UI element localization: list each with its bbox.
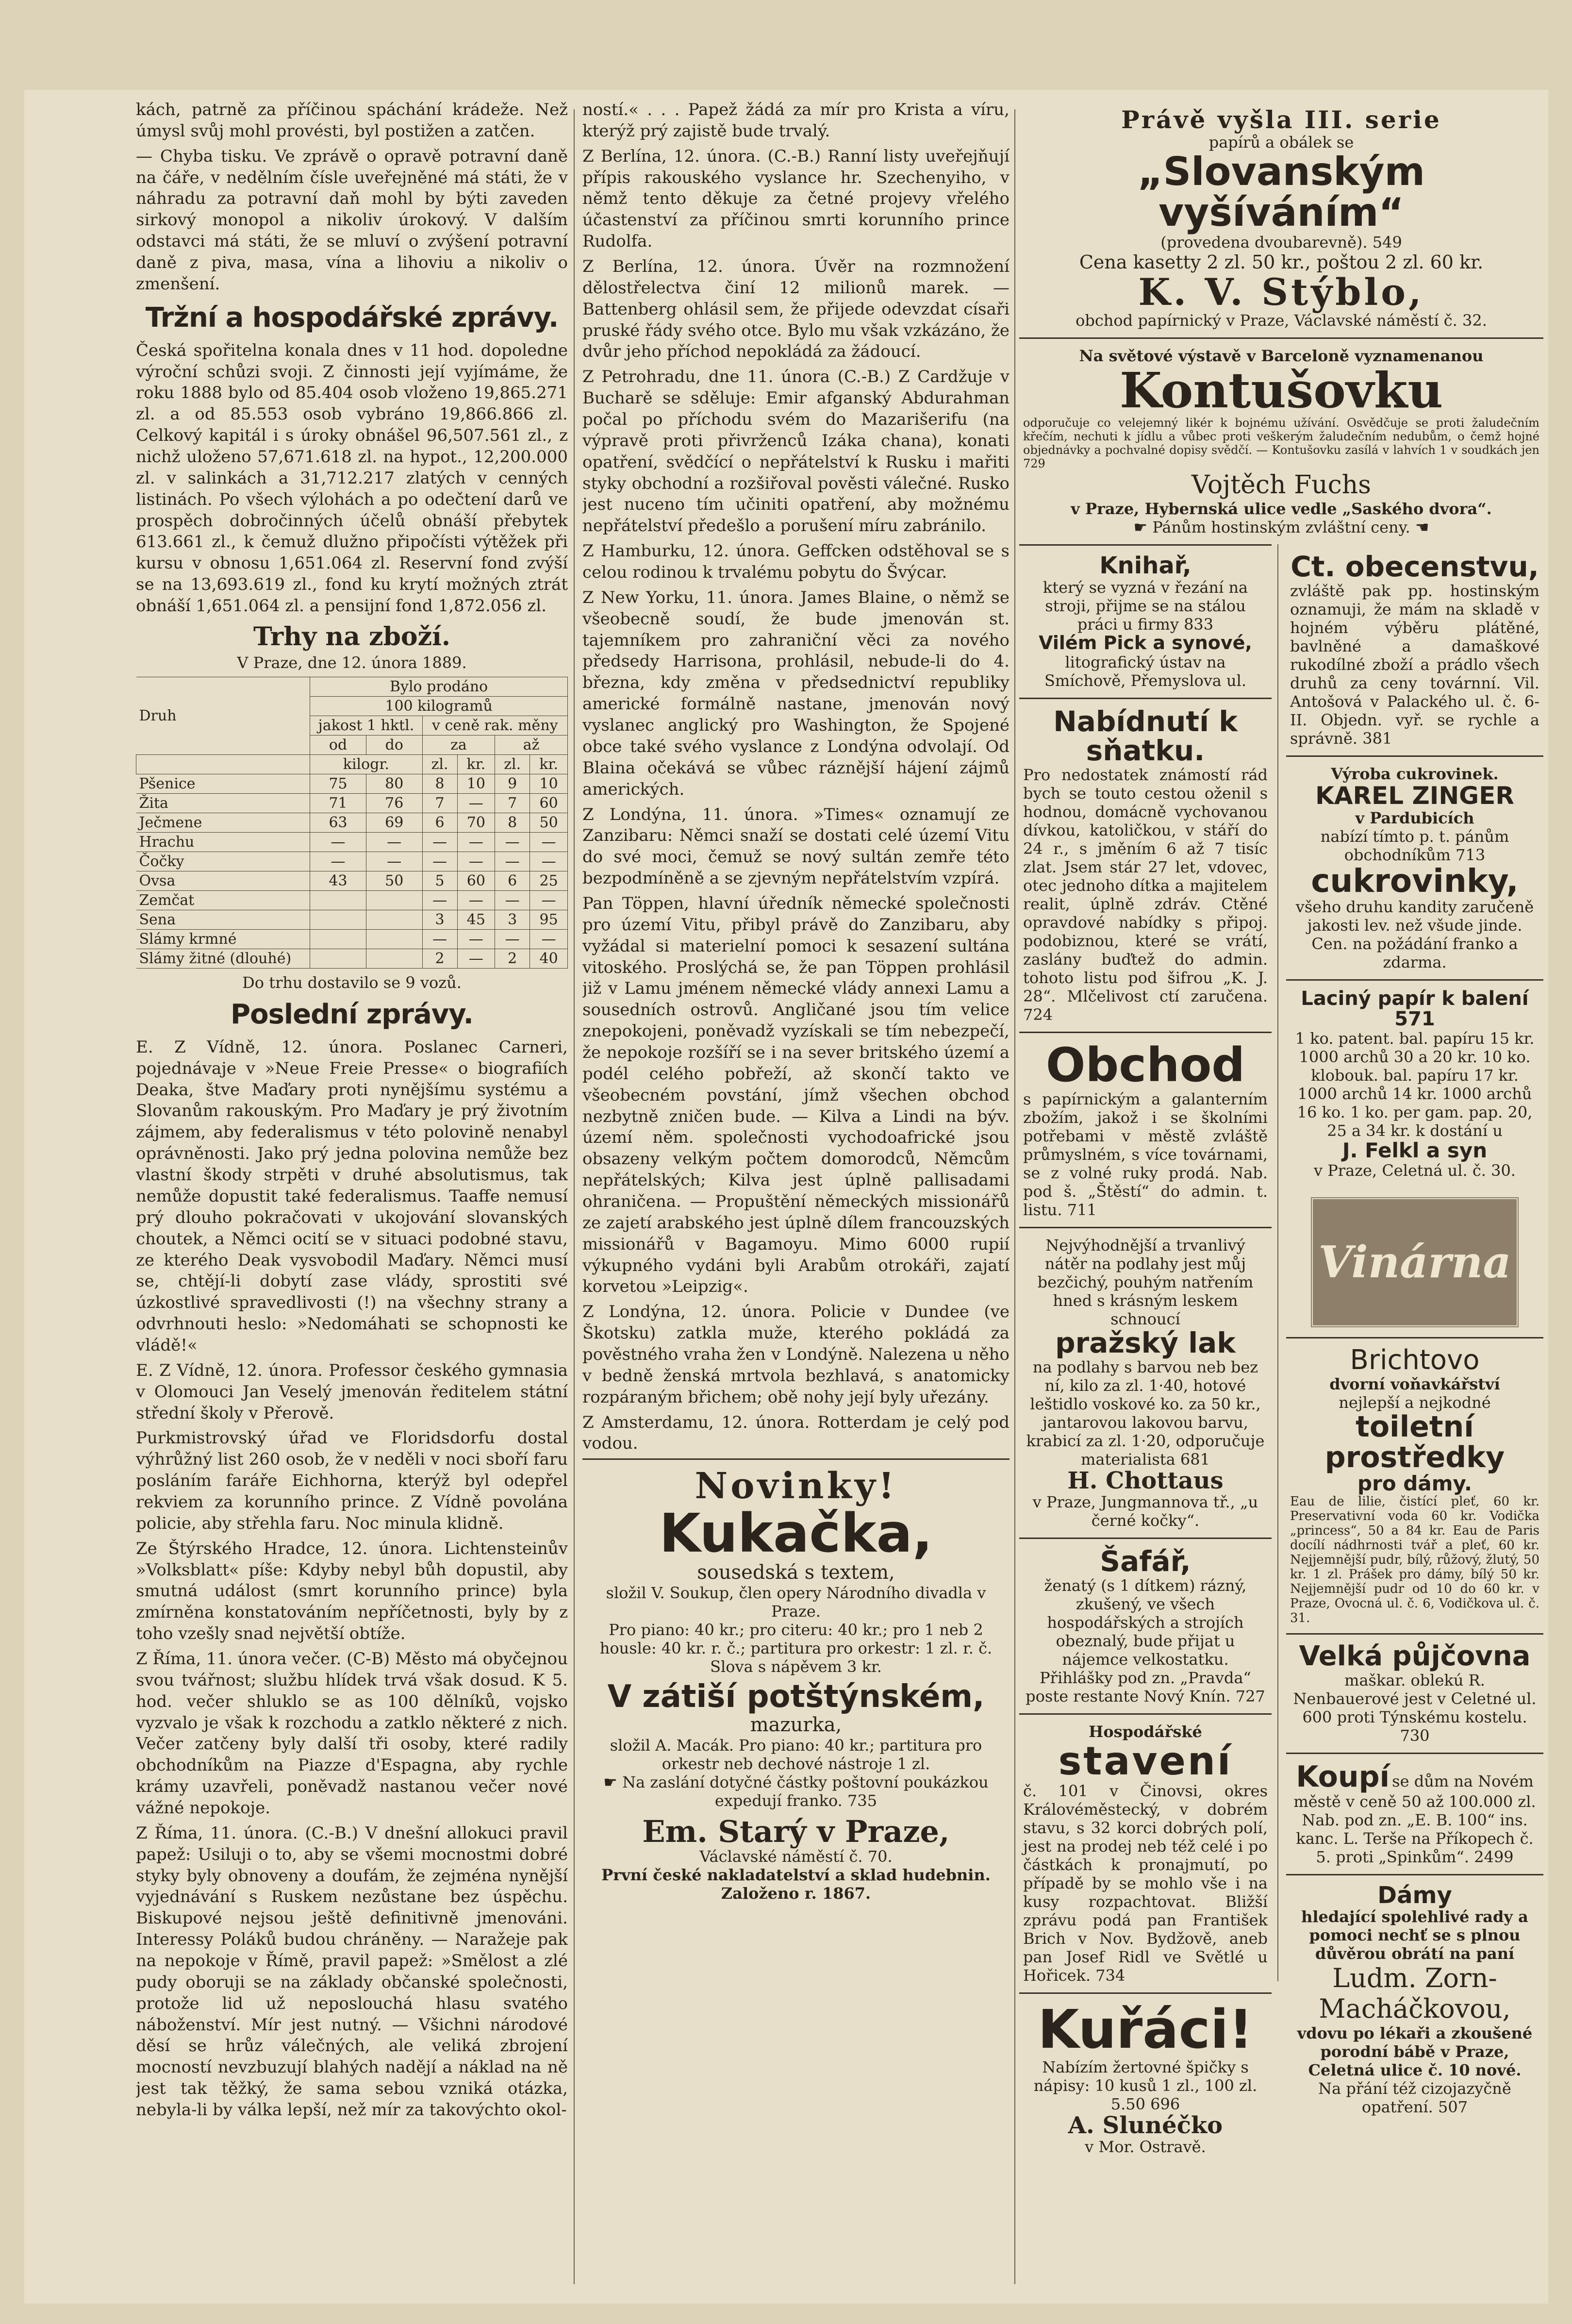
table-header: zl. xyxy=(422,754,457,774)
small-ads-right xyxy=(1286,544,1543,2124)
table-cell: — xyxy=(495,929,530,949)
table-cell: 2 xyxy=(495,949,530,968)
classified-ad xyxy=(1019,1538,1272,1713)
table-header: Bylo prodáno xyxy=(310,677,568,696)
article-text: Z Amsterdamu, 12. února. Rotterdam je celý pod vodou. xyxy=(582,1412,1009,1454)
table-cell: — xyxy=(366,852,422,871)
ad-title: stavení xyxy=(1058,1739,1233,1784)
section-heading: Tržní a hospodářské zprávy. xyxy=(145,301,559,334)
classified-ad xyxy=(1019,544,1272,697)
ad-text: složil A. Macák. Pro piano: 40 kr.; partitura pro orkestr neb dechové nástroje 1 zl. xyxy=(610,1736,982,1773)
ad-title: Nabídnutí k sňatku. xyxy=(1053,704,1238,768)
table-cell: — xyxy=(457,890,495,910)
ad-note: Na zaslání dotyčné částky poštovní poukázkou expedují franko. 735 xyxy=(622,1772,989,1810)
ad-subtitle: pro dámy. xyxy=(1357,1471,1472,1495)
article-text: E. Z Vídně, 12. února. Poslanec Carneri, pojednávaje v »Neue Freie Presse« o biografiích Deaka, štve Maďary proti nynějšímu systému a Slovanům rakouským. Pro Maďary je prý životním zájmem, aby federalismus v této polovině nenabyl oprávněnosti. Jako prý jedna polovina nemůže bez vlastní škody strpěti v druhé absolutismus, tak nemůže dopustit také federalismus. Taaffe nemusí prý dlouho pokračovati v ukojování slovanských choutek, a Němci ocití se v situaci podobné stavu, ze kterého Deak vysvobodil Maďary. Němci musí se, chtějí-li dobytí zase vlády, sprostiti své úzkostlivé spravedlivosti (!) na všechny strany a odvrhnouti heslo: »Nedomáhati se schopnosti ke vládě!« xyxy=(136,1037,568,1355)
ad-text: vdovu po lékaři a zkoušené porodní bábě v Praze, Celetná ulice č. 10 nové. xyxy=(1297,2024,1533,2080)
table-cell xyxy=(366,949,422,968)
ad-text: složil V. Soukup, člen opery Národního divadla v Praze. xyxy=(606,1584,986,1621)
table-cell: 10 xyxy=(530,774,568,793)
ad-title: Obchod xyxy=(1045,1038,1245,1093)
article-text: E. Z Vídně, 12. února. Professor českého gymnasia v Olomouci Jan Veselý jmenován ředitelem státní střední školy v Přerově. xyxy=(136,1360,568,1423)
ad-title: pražský lak xyxy=(1055,1326,1236,1360)
stamp-text: Vinárna xyxy=(1318,1237,1511,1288)
table-row xyxy=(136,890,568,910)
ad-text: litografický ústav na Smíchově, Přemyslova ul. xyxy=(1044,652,1247,690)
table-cell: 10 xyxy=(457,774,495,793)
ad-text: Hospodářské xyxy=(1089,1722,1202,1741)
table-row xyxy=(136,929,568,949)
pointing-hand-icon: ☚ xyxy=(1415,518,1429,537)
table-cell: Pšenice xyxy=(136,774,310,793)
classified-ad xyxy=(1019,1992,1272,2164)
table-cell: 40 xyxy=(530,949,568,968)
ad-title: Velká půjčovna xyxy=(1299,1640,1531,1672)
table-header: až xyxy=(495,735,568,754)
table-cell: — xyxy=(530,852,568,871)
pointing-hand-icon: ☛ xyxy=(1133,518,1148,537)
classified-ad xyxy=(1286,1633,1543,1753)
table-header: kr. xyxy=(457,754,495,774)
table-cell: — xyxy=(457,949,495,968)
vinarna-stamp xyxy=(1310,1196,1520,1328)
column-1 xyxy=(136,100,568,2294)
ad-text: nejlepší a nejkodné xyxy=(1339,1393,1491,1412)
ad-text xyxy=(586,1773,1006,1810)
article-text: Pan Töppen, hlavní úředník německé společnosti pro území Vitu, přibyl právě do Zanzibaru, aby vyžádal si materielní pomoci k sesazení sultána vitoského. Proslýchá se, že pan Töppen prohlásil již v Lamu jménem německé vlády annexi Lamu a sousedních ostrovů. Angličané jsou tím velice znepokojeni, poněvadž vyzískali se tím nebezpečí, že nepokoje rozšíří se i na sever britského území a podél celého pobřeží, až skončí takto ve všeobecném povstání, jímž všechen obchod nezbytně zničen bude. — Kilva a Lindi na býv. území něm. společnosti vychodoafrické jsou obsazeny velkým počtem domorodců, Němcům nepřátelských; Kilva jest úplně pallisadami ohraničena. — Propuštění německých missionářů ze zajetí arabského jest úplně dílem francouzských missionářů v Bagamoyu. Mimo 6000 rupií výkupného vydáni byli Arabům otrokáři, zajatí korvetou »Leipzig«. xyxy=(582,893,1009,1297)
table-header: 100 kilogramů xyxy=(310,696,568,716)
table-cell: — xyxy=(495,832,530,852)
ad-text: v Pardubicích xyxy=(1355,808,1474,827)
ad-text: odporučuje co velejemný likér k bojnému užívání. Osvědčuje se proti žaludečním křečím, nechuti k jídlu a vůbec proti veškerým žaludečním nedubům, o čemž hojné objednávky a pochvalné dopisy svědčí. — Kontušovku zasílá v lahvích 1 v soudkách jen 729 xyxy=(1023,416,1539,471)
article-text: Z Londýna, 12. února. Policie v Dundee (ve Škotsku) zatkla muže, kterého pokládá za pověstného vraha žen v Londýně. Nalezena u něho v bedně ženská mrtvola bezhlavá, s anatomicky rozpáraným břichem; obě nohy její byly uřezány. xyxy=(582,1302,1009,1407)
ad-title: cukrovinky, xyxy=(1311,862,1519,900)
dateline: V Praze, dne 12. února 1889. xyxy=(237,653,467,672)
table-row xyxy=(136,949,568,968)
classified-ad xyxy=(1019,1032,1272,1227)
ad-text: Nabízím žertovné špičky s nápisy: 10 kusů 1 zl., 100 zl. 5.50 696 xyxy=(1033,2057,1258,2113)
ad-text: Václavské náměstí č. 70. xyxy=(699,1847,893,1866)
article-text: ností.« . . . Papež žádá za mír pro Krista a víru, kterýž prý zajistě bude trvalý. xyxy=(582,100,1009,141)
article-text: Z New Yorku, 11. února. James Blaine, o němž se všeobecně soudí, že bude jmenován st. tajemníkem pro zahraniční věci za nového předsedy Harrisona, prohlásil, nebude-li do 4. března, kdy změna v předsednictví republiky americké formálně nastane, jmenován nový vyslanec anglický pro Washington, že Spojené obce také svého vyslance z Londýna odvolají. Od Blaina očekává se vůbec ráznější hájení zájmů amerických. xyxy=(582,587,1009,799)
table-header: jakost 1 hktl. xyxy=(310,716,422,735)
table-cell: Slámy krmné xyxy=(136,929,310,949)
ad-title: Kontušovku xyxy=(1119,362,1443,419)
ad-text: který se vyzná v řezání na stroji, přijme se na stálou práci u firmy 833 xyxy=(1042,578,1248,634)
ad-title: Dámy xyxy=(1377,1881,1452,1909)
table-cell: — xyxy=(457,793,495,813)
table-cell: 2 xyxy=(422,949,457,968)
article-text: Z Berlína, 12. února. Úvěr na rozmnožení dělostřelectva činí 12 milionů marek. — Battenberg ohlásil sem, že přijede odevzdat císaři pruské řády svého otce. Bylo mu však vzkázáno, že dvůr jeho příchod nepokládá za žádoucí. xyxy=(582,257,1009,362)
ad-title: Kukačka, xyxy=(659,1502,933,1564)
table-cell xyxy=(310,929,366,949)
ad-title: toiletní prostředky xyxy=(1324,1409,1505,1474)
ad-name: H. Chottaus xyxy=(1067,1467,1224,1495)
article-text: Ze Štýrského Hradce, 12. února. Lichtensteinův »Volksblatt« píše: Kdyby nebyl bůh dopustil, aby smutná událost (smrt korunního prince) byla zmírněna konstatováním nepříčetnosti, byly by z toho vzešly snad největší obtíže. xyxy=(136,1538,568,1644)
ad-text: Výroba cukrovinek. xyxy=(1331,765,1499,784)
ad-text: v Praze, Hybernská ulice vedle „Saského dvora“. xyxy=(1071,500,1492,518)
ad-title: Kuřáci! xyxy=(1038,1998,1253,2061)
table-cell xyxy=(310,910,366,929)
table-cell: — xyxy=(310,832,366,852)
classified-ad xyxy=(1019,1713,1272,1992)
ad-name: Vilém Pick a synové, xyxy=(1039,632,1252,653)
table-row xyxy=(136,793,568,813)
article-text: Česká spořitelna konala dnes v 11 hod. dopoledne výroční schůzi svoji. Z činnosti její vyjímáme, že roku 1888 bylo od 85.404 osob vloženo 19,865.271 zl. a od 85.553 osob vybráno 19,866.866 zl. Celkový kapitál i s úroky obnášel 96,507.561 zl., z nichž uloženo 57,671.618 zl. na hypot., 12,200.000 zl. v salinkách a 31,712.217 zlatých v cenných listinách. Po všech výlohách a po odečtení darů ve prospěch dobročinných účelů obnáší přebytek 613.661 zl., k čemuž dlužno připočísti výtěžek při kursu v obnosu 1,651.064 zl. Reservní fond zvýší se na 13,693.619 zl., fond ku krytí možných ztrát obnáší 1,651.064 zl. a pensijní fond 1,872.056 zl. xyxy=(136,340,568,616)
ad-title: K. V. Stýblo, xyxy=(1138,270,1424,314)
section-heading: Trhy na zboží. xyxy=(253,621,450,652)
ad-note: Pánům hostinským zvláštní ceny. xyxy=(1152,518,1410,537)
article-text: Z Říma, 11. února. (C.-B.) V dnešní allokuci pravil papež: Usiluji o to, aby se všemi mocnostmi dobré styky byly obnoveny a doufám, že zejména nynější vyjednávání s Ruskem nezůstane bez úspěchu. Biskupové nejsou ještě definitivně jmenováni. Interessy Poláků budou chráněny. — Naražeje pak na nepokoje v Římě, pravil papež: »Smělost a zlé pudy oboruji se na základy občanské společnosti, protože lid už neposlouchá hlasu svatého náboženství. Mír jest nutný. — Všichni národové děsí se hrůz válečných, ale veliká zbrojení mocností nevzbuzují blahých nadějí a náklad na ně jest tak těžký, že sama sebou vzniká otázka, nebyla-li by válka lepší, než mír za takovýchto okol- xyxy=(136,1823,568,2120)
table-cell: 80 xyxy=(366,774,422,793)
ad-text: hledající spolehlivé rady a pomoci nechť se s plnou důvěrou obrátí na paní xyxy=(1301,1907,1528,1963)
table-cell: — xyxy=(310,852,366,871)
article-text: kách, patrně za příčinou spáchání krádeže. Než úmysl svůj mohl provésti, byl postižen a zatčen. xyxy=(136,100,568,141)
ad-name: J. Felkl a syn xyxy=(1342,1138,1488,1162)
table-cell: 95 xyxy=(530,910,568,929)
ad-text: (provedena dvoubarevně). 549 xyxy=(1160,233,1402,251)
table-header: Druh xyxy=(136,677,310,754)
table-cell: — xyxy=(457,832,495,852)
ad-text: Pro piano: 40 kr.; pro citeru: 40 kr.; pro 1 neb 2 housle: 40 kr. r. č.; partitura pro orkestr: 1 zl. r. č. Slova s nápěvem 3 kr. xyxy=(599,1621,993,1676)
table-row xyxy=(136,852,568,871)
table-cell: — xyxy=(422,929,457,949)
table-cell: Ovsa xyxy=(136,871,310,890)
table-cell: — xyxy=(530,890,568,910)
classified-ad xyxy=(1286,979,1543,1187)
ad-text: Pro nedostatek známostí rád bych se touto cestou oženil s hodnou, domácně vychovanou dívkou, katoličkou, v stáří do 24 r., s jměním 6 až 7 tisíc zlat. Jsem stár 27 let, vdovec, otec jednoho dítka a majitelem realit, úplně zdráv. Ctěné opravdové nabídky s připoj. podobiznou, které se vrátí, zaslány buďtež do admin. tohoto listu pod šifrou „K. J. 28“. Mlčelivost ctí zaručena. 724 xyxy=(1023,766,1268,1024)
ad-text: První české nakladatelství a sklad hudebnin. Založeno r. 1867. xyxy=(601,1865,991,1903)
table-row xyxy=(136,774,568,793)
ad-title: Novinky! xyxy=(695,1465,897,1507)
market-table xyxy=(136,677,568,969)
ad-text: nabízí tímto p. t. pánům obchodníkům 713 xyxy=(1320,827,1509,864)
article-text: Z Berlína, 12. února. (C.-B.) Ranní listy uveřejňují přípis rakouského vyslance hr. Szechenyiho, v němž tento děkuje za četné projevy vřelého účastenství za příčinou smrti korunního prince Rudolfa. xyxy=(582,146,1009,251)
ad-name: A. Slunéčko xyxy=(1068,2111,1223,2139)
table-cell: — xyxy=(366,832,422,852)
table-header: zl. xyxy=(495,754,530,774)
ad-text: se dům na Novém městě v ceně 50 až 100.000 zl. Nab. pod zn. „E. B. 100“ ins. kanc. L. Terše na Příkopech č. 5. proti „Spinkům“. 2499 xyxy=(1293,1772,1536,1866)
ad-title: Šafář, xyxy=(1100,1545,1191,1578)
table-cell: 76 xyxy=(366,793,422,813)
article-text: Z Petrohradu, dne 11. února (C.-B.) Z Cardžuje v Bucharě se sděluje: Emir afganský Abdurahman počal po příchodu svém do Mazarišerifu (na výpravě proti přivrženců Izáka chana), konati opatření, svědčící o nepřátelství k Rusku i mařiti styky obchodní a rozšiřoval pověsti válečné. Rusko jest nuceno tím učiniti opatření, aby možnému nepřátelství předešlo a porušení míru zabránilo. xyxy=(582,367,1009,536)
ad-name: KAREL ZINGER xyxy=(1315,782,1514,810)
table-cell: 71 xyxy=(310,793,366,813)
article-text: Z Hamburku, 12. února. Geffcken odstěhoval se s celou rodinou k trvalému pobytu do Švýcar. xyxy=(582,541,1009,583)
table-cell xyxy=(366,890,422,910)
table-header: v ceně rak. měny xyxy=(422,716,567,735)
article-text: — Chyba tisku. Ve zprávě o opravě potravní daně na čáře, v nedělním čísle uveřejněné má státi, že v náhradu za potravní daň mohl by býti zaveden sirkový monopol a nikoliv úrokový. V dalším odstavci má státi, že se mluví o zvýšení potravní daně z piva, masa, vína a lihoviu a nikoliv o zmenšení. xyxy=(136,146,568,294)
ad-text: 1 ko. patent. bal. papíru 15 kr. 1000 archů 30 a 20 kr. 10 ko. klobouk. bal. papíru 17 kr. 1000 archů 14 kr. 1000 archů 16 ko. 1 ko. per gam. pap. 20, 25 a 34 kr. k dostání u xyxy=(1295,1029,1535,1140)
table-cell: Žita xyxy=(136,793,310,813)
table-cell: 9 xyxy=(495,774,530,793)
ad-text: maškar. oblekú R. Nenbauerové jest v Celetné ul. 600 proti Týnskému kostelu. 730 xyxy=(1293,1671,1537,1745)
table-cell: 6 xyxy=(422,813,457,832)
ad-text: zvláště pak pp. hostinským oznamuji, že mám na skladě v hojném výběru plátěné, bavlněné a damaškové rukodílné zboží a prádlo všech druhů za ceny továrnní. Vil. Antošová v Palackého ul. č. 6-II. Objedn. vyř. se rychle a správně. 381 xyxy=(1290,582,1539,748)
ad-text: s papírnickým a galanterním zbožím, jakož i se školními potřebami v městě zvláště průmyslném, s více továrnami, se z volné ruky prodá. Nab. pod š. „Štěstí“ do admin. t. listu. 711 xyxy=(1023,1090,1268,1220)
ad-name: Vojtěch Fuchs xyxy=(1191,470,1371,500)
table-cell xyxy=(310,949,366,968)
classified-ad xyxy=(1019,1227,1272,1538)
ad-title: „Slovanským vyšíváním“ xyxy=(1138,149,1425,235)
table-cell: — xyxy=(495,852,530,871)
column-2 xyxy=(582,100,1009,2294)
table-cell: Sena xyxy=(136,910,310,929)
table-header: kilogr. xyxy=(310,754,422,774)
table-header: kr. xyxy=(530,754,568,774)
ad-title: Právě vyšla III. serie xyxy=(1121,105,1441,134)
table-cell: 43 xyxy=(310,871,366,890)
table-cell: — xyxy=(422,890,457,910)
table-cell: Hrachu xyxy=(136,832,310,852)
column-divider xyxy=(574,109,575,2284)
ad-text: č. 101 v Činovsi, okres Královéměstecký, v dobrém stavu, s 32 korci dobrých polí, jest na prodej neb též celé i po částkách k pronajmutí, po případě by se mohlo vše i na kusy rozpachtovat. Bližší zprávu podá pan František Brich v Nov. Bydžově, aneb pan Josef Ridl ve Světlé u Hořicek. 734 xyxy=(1023,1782,1268,1985)
small-ads-left xyxy=(1019,544,1272,2164)
article-text: Z Říma, 11. února večer. (C-B) Město má obyčejnou svou tvářnost; službu hlídek trvá však dosud. K 5. hod. večer shluklo se as 100 dělníků, vojsko vyzvalo je však k rozchodu a zatklo některé z nich. Večer zatčeny byly další tři osoby, které radily obchodníkům na Piazze d'Espagna, aby rychle krámy uzavřeli, poněvadž nastanou večer nové vážné nepokoje. xyxy=(136,1649,568,1818)
table-cell: 50 xyxy=(530,813,568,832)
column-divider xyxy=(1277,544,1278,1981)
ad-text: v Praze, Celetná ul. č. 30. xyxy=(1314,1161,1516,1180)
table-header: za xyxy=(422,735,495,754)
table-cell: — xyxy=(422,852,457,871)
ad-text xyxy=(1023,518,1539,536)
table-cell: 70 xyxy=(457,813,495,832)
ad-subtitle: mazurka, xyxy=(750,1713,842,1736)
ad-name: Ludm. Zorn-Macháčkovou, xyxy=(1319,1963,1511,2024)
ad-title: Brichtovo xyxy=(1350,1344,1480,1376)
ad-text: Na přání též cizojazyčně xyxy=(1318,2079,1511,2098)
column-divider xyxy=(1014,109,1015,2284)
ad-text: Na světové výstavě v Barceloně vyznamenanou xyxy=(1079,347,1484,366)
small-ads xyxy=(1019,544,1543,2157)
classified-ad xyxy=(1286,544,1543,755)
table-cell xyxy=(366,929,422,949)
ad-text: Cena kasetty 2 zl. 50 kr., poštou 2 zl. 60 kr. xyxy=(1079,251,1484,273)
ad-title: Em. Starý v Praze, xyxy=(642,1813,950,1849)
table-cell: — xyxy=(457,929,495,949)
table-cell: — xyxy=(495,890,530,910)
table-cell: — xyxy=(530,832,568,852)
ad-text: opatření. 507 xyxy=(1361,2098,1468,2117)
ad-title: V zátiší potštýnském, xyxy=(607,1679,985,1715)
table-cell: — xyxy=(530,929,568,949)
ad-text: dvorní voňavkářství xyxy=(1329,1374,1500,1393)
pointing-hand-icon: ☛ xyxy=(603,1772,617,1791)
table-cell: Ječmene xyxy=(136,813,310,832)
ad-title: Knihař, xyxy=(1099,552,1191,580)
ad-text: obchod papírnický v Praze, Václavské náměstí č. 32. xyxy=(1076,311,1487,330)
table-header: od xyxy=(310,735,366,754)
table-cell: 60 xyxy=(530,793,568,813)
table-cell: Zemčat xyxy=(136,890,310,910)
ad-text: Nejvýhodnější a trvanlivý nátěr na podlahy jest můj bezčichý, pouhým natřením hned s krásným leskem schnoucí xyxy=(1037,1236,1254,1329)
ad-text: Eau de lilie, čistící pleť, 60 kr. Preservativní voda 60 kr. Vodička „princess“, 50 a 84 kr. Eau de Paris docílí nádhrnosti tvář a pleť, 60 kr. Nejjemnější pudr, bílý, růžový, žlutý, 50 kr. 1 zl. Prášek pro dámy, bílý 50 kr. Nejjemnější pudr od 10 do 60 kr. v Praze, Ovocná ul. č. 6, Vodičkova ul. č. 31. xyxy=(1290,1494,1539,1625)
ad-title: Koupí xyxy=(1296,1759,1390,1794)
table-header: do xyxy=(366,735,422,754)
table-cell: 8 xyxy=(495,813,530,832)
ad-text: v Mor. Ostravě. xyxy=(1085,2138,1206,2157)
ad-text: v Praze, Jungmannova tř., „u černé kočky“. xyxy=(1032,1493,1258,1530)
table-cell: 6 xyxy=(495,871,530,890)
classified-ad xyxy=(1019,698,1272,1032)
liquor-ad xyxy=(1019,337,1543,544)
music-advertisement xyxy=(582,1458,1009,1910)
table-row xyxy=(136,813,568,832)
column-3 xyxy=(1019,100,1543,2294)
ad-title: Laciný papír k balení 571 xyxy=(1301,987,1529,1030)
table-cell: — xyxy=(422,832,457,852)
table-cell: 3 xyxy=(495,910,530,929)
table-cell: 8 xyxy=(422,774,457,793)
classified-ad xyxy=(1286,1874,1543,2124)
ad-subtitle: sousedská s textem, xyxy=(697,1561,895,1584)
table-cell: 7 xyxy=(422,793,457,813)
article-text: Purkmistrovský úřad ve Floridsdorfu dostal výhrůžný list 260 osob, že v neděli v noci sboří faru posláním faráře Eichhorna, kterýž byl odepřel rekviem za korunního prince. Z Vídně povolána policie, aby střehla faru. Noc minula klidně. xyxy=(136,1428,568,1533)
table-cell: 60 xyxy=(457,871,495,890)
table-row xyxy=(136,871,568,890)
table-cell: 3 xyxy=(422,910,457,929)
table-cell xyxy=(366,910,422,929)
table-cell: 50 xyxy=(366,871,422,890)
newspaper-page xyxy=(24,90,1548,2304)
article-text: Z Londýna, 11. února. »Times« oznamují ze Zanzibaru: Němci snaží se dostati celé území Vitu do své moci, čemuž se nový sultán zemře této bezpodmíněně a se zjevným nepřátelstvím vzpírá. xyxy=(582,804,1009,888)
ad-text: všeho druhu kandity zaručeně jakosti lev. než všude jinde. Cen. na požádání franko a zdarma. xyxy=(1295,897,1534,971)
market-note: Do trhu dostavilo se 9 vozů. xyxy=(242,973,462,992)
classified-ad xyxy=(1286,1337,1543,1633)
table-row xyxy=(136,832,568,852)
ad-text: na podlahy s barvou neb bez ní, kilo za zl. 1·40, hotové leštidlo voskové ko. za 50 kr., jantarovou lakovou barvu, krabicí za zl. 1·20, odporučuje materialista 681 xyxy=(1026,1358,1265,1469)
table-cell: 69 xyxy=(366,813,422,832)
table-cell: 63 xyxy=(310,813,366,832)
section-heading: Poslední zprávy. xyxy=(231,998,473,1030)
table-cell: — xyxy=(457,852,495,871)
classified-ad xyxy=(1286,1753,1543,1874)
ad-title: Ct. obecenstvu, xyxy=(1291,550,1539,584)
table-cell: Slámy žitné (dlouhé) xyxy=(136,949,310,968)
table-cell: Čočky xyxy=(136,852,310,871)
table-row xyxy=(136,910,568,929)
table-cell: 25 xyxy=(530,871,568,890)
classified-ad xyxy=(1286,755,1543,979)
table-cell: 45 xyxy=(457,910,495,929)
stationery-ad xyxy=(1019,100,1543,337)
table-cell: 5 xyxy=(422,871,457,890)
ad-text: ženatý (s 1 dítkem) rázný, zkušený, ve všech hospodářských a strojích obeznalý, bude přijat u nájemce velkostatku. Přihlášky pod zn. „Pravda“ poste restante Nový Knín. 727 xyxy=(1026,1576,1265,1706)
ad-text: papírů a obálek se xyxy=(1208,133,1354,151)
table-cell xyxy=(310,890,366,910)
table-cell: 7 xyxy=(495,793,530,813)
table-cell: 75 xyxy=(310,774,366,793)
